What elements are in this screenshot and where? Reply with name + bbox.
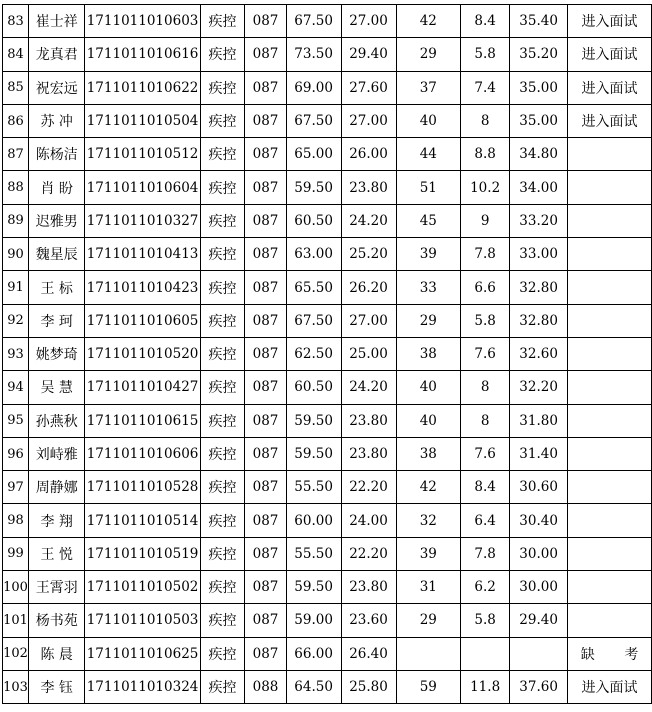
written-score-cell: 60.50 xyxy=(286,371,341,404)
written-weighted-cell: 23.80 xyxy=(341,171,396,204)
department-cell: 疾控 xyxy=(200,537,245,570)
remark-cell xyxy=(568,471,652,504)
table-row xyxy=(3,670,652,703)
row-number-cell: 84 xyxy=(3,38,29,71)
department-cell: 疾控 xyxy=(200,571,245,604)
candidate-name-cell: 祝宏远 xyxy=(28,71,85,104)
written-score-cell: 64.50 xyxy=(286,670,341,703)
department-cell: 疾控 xyxy=(200,637,245,670)
exam-id-cell: 1711011010519 xyxy=(85,537,200,570)
exam-id-cell: 1711011010603 xyxy=(85,5,200,38)
exam-id-cell: 1711011010324 xyxy=(85,670,200,703)
candidate-name-cell: 周静娜 xyxy=(28,471,85,504)
exam-id-cell: 1711011010625 xyxy=(85,637,200,670)
total-score-cell: 32.80 xyxy=(510,271,568,304)
row-number-cell: 90 xyxy=(3,238,29,271)
position-code-cell: 087 xyxy=(245,204,286,237)
table-row xyxy=(3,604,652,637)
candidate-name-cell: 李 翔 xyxy=(28,504,85,537)
total-score-cell: 30.00 xyxy=(510,537,568,570)
remark-cell: 进入面试 xyxy=(568,104,652,137)
second-weighted-cell: 8.4 xyxy=(461,471,510,504)
row-number-cell: 93 xyxy=(3,337,29,370)
total-score-cell: 29.40 xyxy=(510,604,568,637)
remark-cell xyxy=(568,371,652,404)
department-cell: 疾控 xyxy=(200,371,245,404)
remark-cell xyxy=(568,304,652,337)
written-score-cell: 66.00 xyxy=(286,637,341,670)
row-number-cell: 96 xyxy=(3,437,29,470)
exam-id-cell: 1711011010512 xyxy=(85,138,200,171)
exam-id-cell: 1711011010503 xyxy=(85,604,200,637)
written-score-cell: 67.50 xyxy=(286,5,341,38)
exam-id-cell: 1711011010615 xyxy=(85,404,200,437)
candidate-name-cell: 李 珂 xyxy=(28,304,85,337)
table-row xyxy=(3,371,652,404)
written-weighted-cell: 26.40 xyxy=(341,637,396,670)
remark-cell xyxy=(568,138,652,171)
written-weighted-cell: 24.20 xyxy=(341,204,396,237)
position-code-cell: 087 xyxy=(245,171,286,204)
row-number-cell: 101 xyxy=(3,604,29,637)
position-code-cell: 087 xyxy=(245,304,286,337)
second-weighted-cell xyxy=(461,637,510,670)
second-score-cell: 29 xyxy=(396,304,461,337)
table-row xyxy=(3,304,652,337)
candidate-name-cell: 王 悦 xyxy=(28,537,85,570)
total-score-cell: 34.00 xyxy=(510,171,568,204)
exam-id-cell: 1711011010528 xyxy=(85,471,200,504)
position-code-cell: 087 xyxy=(245,371,286,404)
row-number-cell: 95 xyxy=(3,404,29,437)
row-number-cell: 86 xyxy=(3,104,29,137)
row-number-cell: 94 xyxy=(3,371,29,404)
results-table xyxy=(2,4,652,704)
remark-cell: 进入面试 xyxy=(568,670,652,703)
written-weighted-cell: 23.60 xyxy=(341,604,396,637)
table-row xyxy=(3,71,652,104)
total-score-cell: 33.20 xyxy=(510,204,568,237)
department-cell: 疾控 xyxy=(200,471,245,504)
candidate-name-cell: 刘峙雅 xyxy=(28,437,85,470)
department-cell: 疾控 xyxy=(200,38,245,71)
department-cell: 疾控 xyxy=(200,138,245,171)
table-row xyxy=(3,637,652,670)
position-code-cell: 087 xyxy=(245,104,286,137)
department-cell: 疾控 xyxy=(200,71,245,104)
second-score-cell: 38 xyxy=(396,437,461,470)
written-weighted-cell: 27.60 xyxy=(341,71,396,104)
position-code-cell: 087 xyxy=(245,337,286,370)
department-cell: 疾控 xyxy=(200,271,245,304)
written-score-cell: 63.00 xyxy=(286,238,341,271)
remark-cell xyxy=(568,437,652,470)
table-body xyxy=(3,5,652,704)
candidate-name-cell: 姚梦琦 xyxy=(28,337,85,370)
remark-cell xyxy=(568,571,652,604)
position-code-cell: 087 xyxy=(245,504,286,537)
table-row xyxy=(3,5,652,38)
second-score-cell: 39 xyxy=(396,537,461,570)
position-code-cell: 087 xyxy=(245,38,286,71)
candidate-name-cell: 吴 慧 xyxy=(28,371,85,404)
department-cell: 疾控 xyxy=(200,670,245,703)
exam-id-cell: 1711011010514 xyxy=(85,504,200,537)
position-code-cell: 087 xyxy=(245,271,286,304)
written-score-cell: 65.00 xyxy=(286,138,341,171)
exam-id-cell: 1711011010423 xyxy=(85,271,200,304)
second-score-cell: 42 xyxy=(396,5,461,38)
remark-cell xyxy=(568,537,652,570)
second-weighted-cell: 8.8 xyxy=(461,138,510,171)
second-score-cell: 59 xyxy=(396,670,461,703)
row-number-cell: 92 xyxy=(3,304,29,337)
exam-id-cell: 1711011010520 xyxy=(85,337,200,370)
position-code-cell: 087 xyxy=(245,604,286,637)
table-row xyxy=(3,471,652,504)
position-code-cell: 087 xyxy=(245,537,286,570)
second-weighted-cell: 7.8 xyxy=(461,238,510,271)
candidate-name-cell: 龙真君 xyxy=(28,38,85,71)
row-number-cell: 91 xyxy=(3,271,29,304)
written-weighted-cell: 27.00 xyxy=(341,304,396,337)
written-score-cell: 59.50 xyxy=(286,571,341,604)
exam-id-cell: 1711011010606 xyxy=(85,437,200,470)
second-score-cell: 33 xyxy=(396,271,461,304)
second-score-cell: 40 xyxy=(396,404,461,437)
row-number-cell: 98 xyxy=(3,504,29,537)
row-number-cell: 103 xyxy=(3,670,29,703)
remark-cell: 进入面试 xyxy=(568,71,652,104)
remark-cell xyxy=(568,271,652,304)
written-weighted-cell: 25.20 xyxy=(341,238,396,271)
position-code-cell: 087 xyxy=(245,5,286,38)
table-row xyxy=(3,271,652,304)
second-score-cell: 42 xyxy=(396,471,461,504)
written-weighted-cell: 25.00 xyxy=(341,337,396,370)
row-number-cell: 83 xyxy=(3,5,29,38)
second-score-cell: 39 xyxy=(396,238,461,271)
second-score-cell: 37 xyxy=(396,71,461,104)
written-score-cell: 69.00 xyxy=(286,71,341,104)
candidate-name-cell: 苏 冲 xyxy=(28,104,85,137)
second-weighted-cell: 11.8 xyxy=(461,670,510,703)
second-weighted-cell: 6.4 xyxy=(461,504,510,537)
second-score-cell: 29 xyxy=(396,604,461,637)
total-score-cell: 30.00 xyxy=(510,571,568,604)
row-number-cell: 89 xyxy=(3,204,29,237)
second-weighted-cell: 7.6 xyxy=(461,437,510,470)
written-weighted-cell: 27.00 xyxy=(341,5,396,38)
row-number-cell: 100 xyxy=(3,571,29,604)
total-score-cell: 34.80 xyxy=(510,138,568,171)
position-code-cell: 087 xyxy=(245,138,286,171)
total-score-cell: 35.00 xyxy=(510,104,568,137)
table-row xyxy=(3,404,652,437)
written-weighted-cell: 23.80 xyxy=(341,437,396,470)
remark-cell xyxy=(568,204,652,237)
written-weighted-cell: 27.00 xyxy=(341,104,396,137)
written-score-cell: 59.50 xyxy=(286,404,341,437)
written-score-cell: 67.50 xyxy=(286,104,341,137)
remark-cell xyxy=(568,238,652,271)
second-weighted-cell: 6.6 xyxy=(461,271,510,304)
department-cell: 疾控 xyxy=(200,404,245,437)
position-code-cell: 087 xyxy=(245,238,286,271)
candidate-name-cell: 李 钰 xyxy=(28,670,85,703)
position-code-cell: 087 xyxy=(245,404,286,437)
remark-cell: 进入面试 xyxy=(568,5,652,38)
second-weighted-cell: 6.2 xyxy=(461,571,510,604)
second-weighted-cell: 8 xyxy=(461,404,510,437)
department-cell: 疾控 xyxy=(200,104,245,137)
department-cell: 疾控 xyxy=(200,604,245,637)
table-row xyxy=(3,138,652,171)
total-score-cell: 35.00 xyxy=(510,71,568,104)
position-code-cell: 087 xyxy=(245,637,286,670)
written-weighted-cell: 24.00 xyxy=(341,504,396,537)
written-score-cell: 59.50 xyxy=(286,171,341,204)
department-cell: 疾控 xyxy=(200,337,245,370)
position-code-cell: 087 xyxy=(245,71,286,104)
second-weighted-cell: 9 xyxy=(461,204,510,237)
row-number-cell: 99 xyxy=(3,537,29,570)
second-score-cell xyxy=(396,637,461,670)
department-cell: 疾控 xyxy=(200,171,245,204)
total-score-cell: 32.20 xyxy=(510,371,568,404)
written-weighted-cell: 29.40 xyxy=(341,38,396,71)
second-score-cell: 44 xyxy=(396,138,461,171)
total-score-cell: 30.40 xyxy=(510,504,568,537)
second-score-cell: 51 xyxy=(396,171,461,204)
candidate-name-cell: 崔士祥 xyxy=(28,5,85,38)
total-score-cell: 33.00 xyxy=(510,238,568,271)
exam-id-cell: 1711011010502 xyxy=(85,571,200,604)
remark-cell xyxy=(568,337,652,370)
total-score-cell: 30.60 xyxy=(510,471,568,504)
total-score-cell: 37.60 xyxy=(510,670,568,703)
candidate-name-cell: 王 标 xyxy=(28,271,85,304)
second-weighted-cell: 7.4 xyxy=(461,71,510,104)
written-score-cell: 59.50 xyxy=(286,437,341,470)
table-row xyxy=(3,504,652,537)
second-weighted-cell: 8 xyxy=(461,371,510,404)
table-row xyxy=(3,204,652,237)
table-row xyxy=(3,38,652,71)
exam-id-cell: 1711011010327 xyxy=(85,204,200,237)
written-weighted-cell: 24.20 xyxy=(341,371,396,404)
remark-cell: 进入面试 xyxy=(568,38,652,71)
second-score-cell: 38 xyxy=(396,337,461,370)
candidate-name-cell: 魏星辰 xyxy=(28,238,85,271)
department-cell: 疾控 xyxy=(200,504,245,537)
candidate-name-cell: 王霄羽 xyxy=(28,571,85,604)
total-score-cell: 32.60 xyxy=(510,337,568,370)
row-number-cell: 102 xyxy=(3,637,29,670)
written-weighted-cell: 23.80 xyxy=(341,404,396,437)
total-score-cell: 31.80 xyxy=(510,404,568,437)
second-score-cell: 31 xyxy=(396,571,461,604)
written-score-cell: 73.50 xyxy=(286,38,341,71)
candidate-name-cell: 肖 盼 xyxy=(28,171,85,204)
row-number-cell: 88 xyxy=(3,171,29,204)
written-weighted-cell: 25.80 xyxy=(341,670,396,703)
remark-cell: 缺 考 xyxy=(568,637,652,670)
table-row xyxy=(3,104,652,137)
table-row xyxy=(3,571,652,604)
exam-id-cell: 1711011010427 xyxy=(85,371,200,404)
candidate-name-cell: 孙燕秋 xyxy=(28,404,85,437)
position-code-cell: 087 xyxy=(245,437,286,470)
table-row xyxy=(3,171,652,204)
remark-cell xyxy=(568,404,652,437)
remark-cell xyxy=(568,504,652,537)
row-number-cell: 97 xyxy=(3,471,29,504)
second-score-cell: 32 xyxy=(396,504,461,537)
department-cell: 疾控 xyxy=(200,5,245,38)
second-weighted-cell: 5.8 xyxy=(461,604,510,637)
exam-id-cell: 1711011010622 xyxy=(85,71,200,104)
written-score-cell: 60.00 xyxy=(286,504,341,537)
table-row xyxy=(3,437,652,470)
candidate-name-cell: 陈 晨 xyxy=(28,637,85,670)
second-weighted-cell: 5.8 xyxy=(461,304,510,337)
exam-id-cell: 1711011010616 xyxy=(85,38,200,71)
remark-cell xyxy=(568,604,652,637)
total-score-cell: 31.40 xyxy=(510,437,568,470)
position-code-cell: 087 xyxy=(245,571,286,604)
second-weighted-cell: 5.8 xyxy=(461,38,510,71)
table-row xyxy=(3,337,652,370)
total-score-cell: 32.80 xyxy=(510,304,568,337)
written-score-cell: 55.50 xyxy=(286,471,341,504)
second-weighted-cell: 10.2 xyxy=(461,171,510,204)
second-weighted-cell: 8 xyxy=(461,104,510,137)
written-score-cell: 65.50 xyxy=(286,271,341,304)
exam-id-cell: 1711011010504 xyxy=(85,104,200,137)
total-score-cell: 35.40 xyxy=(510,5,568,38)
remark-cell xyxy=(568,171,652,204)
second-weighted-cell: 8.4 xyxy=(461,5,510,38)
candidate-name-cell: 杨书苑 xyxy=(28,604,85,637)
written-weighted-cell: 26.20 xyxy=(341,271,396,304)
total-score-cell: 35.20 xyxy=(510,38,568,71)
written-score-cell: 60.50 xyxy=(286,204,341,237)
total-score-cell xyxy=(510,637,568,670)
written-score-cell: 59.00 xyxy=(286,604,341,637)
written-score-cell: 62.50 xyxy=(286,337,341,370)
department-cell: 疾控 xyxy=(200,238,245,271)
second-weighted-cell: 7.6 xyxy=(461,337,510,370)
exam-id-cell: 1711011010605 xyxy=(85,304,200,337)
written-weighted-cell: 26.00 xyxy=(341,138,396,171)
written-score-cell: 67.50 xyxy=(286,304,341,337)
candidate-name-cell: 迟雅男 xyxy=(28,204,85,237)
candidate-name-cell: 陈杨洁 xyxy=(28,138,85,171)
written-score-cell: 55.50 xyxy=(286,537,341,570)
table-row xyxy=(3,238,652,271)
row-number-cell: 87 xyxy=(3,138,29,171)
department-cell: 疾控 xyxy=(200,437,245,470)
second-score-cell: 29 xyxy=(396,38,461,71)
department-cell: 疾控 xyxy=(200,304,245,337)
second-score-cell: 40 xyxy=(396,104,461,137)
second-weighted-cell: 7.8 xyxy=(461,537,510,570)
department-cell: 疾控 xyxy=(200,204,245,237)
table-row xyxy=(3,537,652,570)
second-score-cell: 45 xyxy=(396,204,461,237)
position-code-cell: 087 xyxy=(245,471,286,504)
exam-id-cell: 1711011010604 xyxy=(85,171,200,204)
row-number-cell: 85 xyxy=(3,71,29,104)
written-weighted-cell: 22.20 xyxy=(341,537,396,570)
exam-id-cell: 1711011010413 xyxy=(85,238,200,271)
second-score-cell: 40 xyxy=(396,371,461,404)
written-weighted-cell: 23.80 xyxy=(341,571,396,604)
position-code-cell: 088 xyxy=(245,670,286,703)
written-weighted-cell: 22.20 xyxy=(341,471,396,504)
